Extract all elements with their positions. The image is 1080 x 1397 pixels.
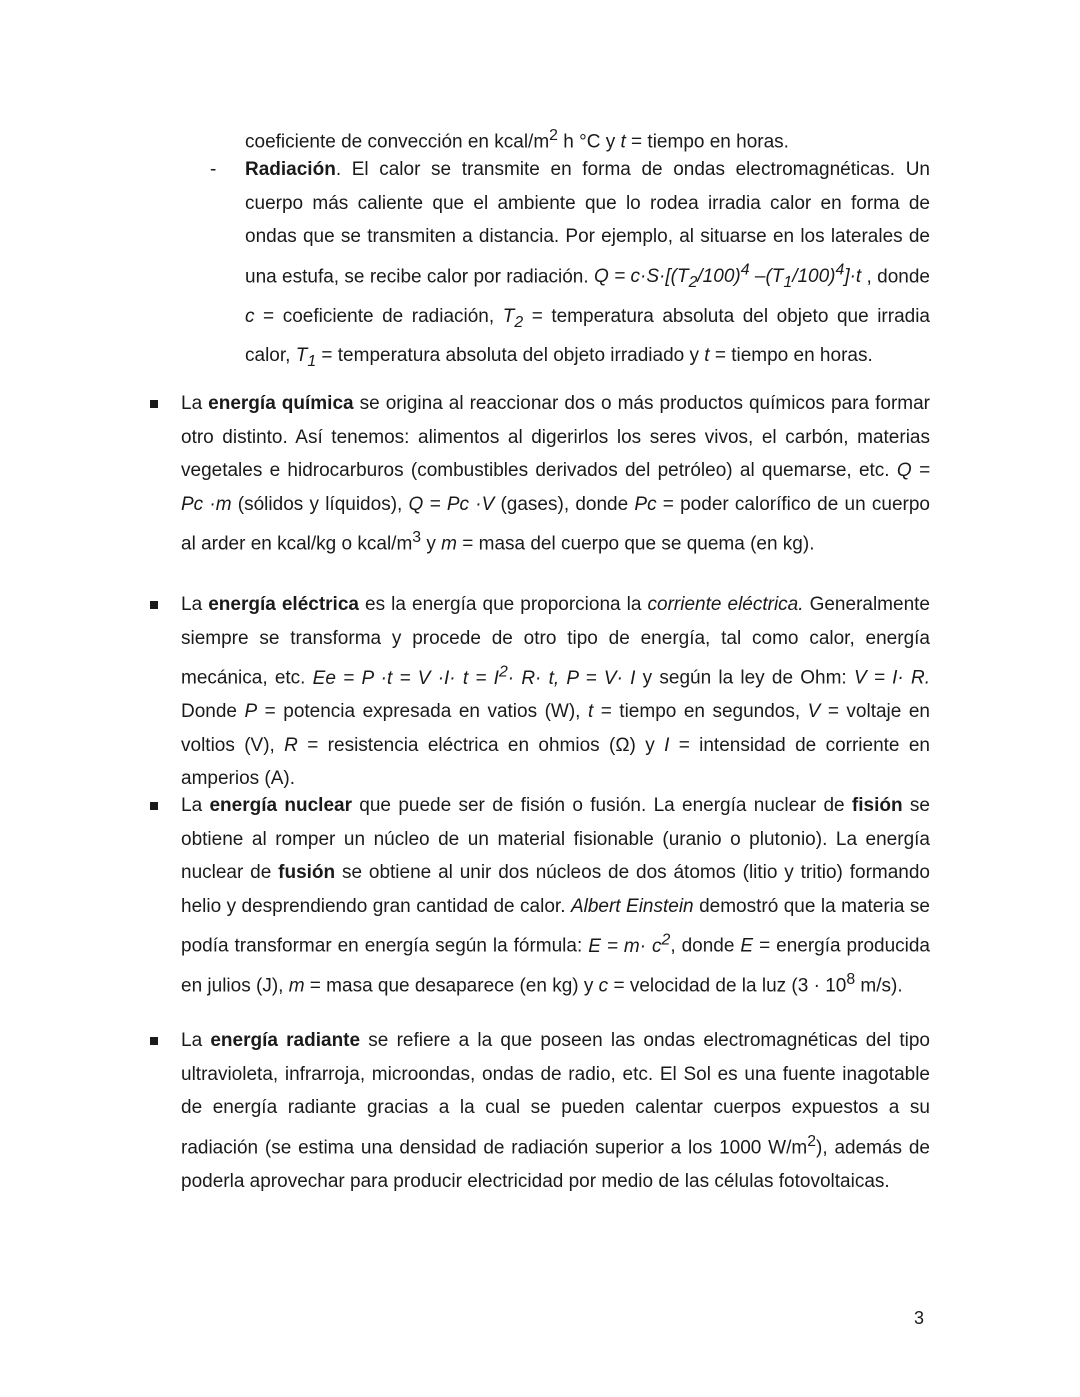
formula-part: ]·t [844,266,862,288]
text-run: y [421,533,442,555]
text-run: = poder calorífico de un cuerpo al arder en kcal/kg o kcal/m [181,493,930,555]
text-run: = masa del cuerpo que se quema (en kg). [456,533,815,555]
variable: T [502,305,515,327]
subscript: 2 [688,273,698,291]
text-run: = tiempo en segundos, [593,701,808,723]
bold-term: energía eléctrica [208,594,359,615]
formula: Q = Pc ·V [408,493,495,515]
variable: t [704,344,710,366]
bullet-icon [150,601,158,609]
variable: V [807,701,821,723]
bold-term: fusión [278,862,336,884]
radiante-item [181,1024,930,1198]
text-run: (gases), donde [494,493,635,515]
electric-formula [312,663,636,689]
variable: c [245,305,255,327]
formula-part: · R· t, P = V· I [507,667,636,689]
variable: m [441,533,457,555]
variable: R [284,734,298,756]
text-run: La [181,1030,211,1051]
variable: m [288,975,305,997]
formula-part: Q = c·S·[(T [593,266,689,288]
text-run: = intensidad de corriente en amperios (A). [181,734,930,790]
text-run: Donde [181,701,245,723]
text-run: (sólidos y líquidos), [231,493,409,515]
italic-term: corriente eléctrica. [647,594,804,615]
text-run: = velocidad de la luz (3 · 10 [608,975,847,997]
superscript: 4 [835,261,845,279]
dash-marker: - [210,159,217,180]
superscript: 2 [498,663,508,681]
variable: T [295,344,308,366]
text-run: h °C y [557,131,621,153]
bold-term: energía química [208,393,354,414]
text-run: se obtiene al unir dos núcleos de dos átomos (litio y tritio) formando helio y desprendiendo gran cantidad de calor. [181,862,930,917]
variable: c [598,975,609,997]
text-run: = temperatura absoluta del objeto irradiado y [316,344,705,366]
bullet-icon [150,400,158,408]
text-run: m/s). [855,975,903,997]
subscript: 1 [783,273,793,291]
variable: t [587,701,594,723]
variable: E [740,935,754,957]
superscript: 8 [846,971,856,989]
variable: t [620,131,626,153]
subscript: 1 [307,352,317,370]
formula-part: /100) [697,266,741,288]
superscript: 3 [412,529,422,547]
text-run: y según la ley de Ohm: [635,667,854,689]
formula: V = I· R. [853,667,930,689]
formula-part: E = m· c [588,935,662,957]
quimica-item [181,387,930,561]
formula: Q = Pc ·m [181,460,930,515]
text-run: La [181,594,209,615]
radiacion-title: Radiación [245,159,336,180]
formula-part: –(T [749,266,784,288]
text-run: , donde [861,266,931,288]
text-run: , donde [670,935,741,957]
bullet-icon [150,802,158,810]
text-run: es la energía que proporciona la [358,594,648,615]
text-run: = potencia expresada en vatios (W), [257,701,588,723]
superscript: 2 [549,127,558,144]
page-number: 3 [914,1308,925,1328]
superscript: 2 [807,1132,817,1150]
text-run: = masa que desaparece (en kg) y [304,975,599,997]
bullet-icon [150,1037,158,1045]
einstein-formula [588,931,671,957]
superscript: 2 [661,931,671,949]
bold-term: energía nuclear [209,795,352,816]
variable: P [244,701,258,723]
text-run: La [181,795,210,816]
formula-part: /100) [792,266,836,288]
text-run: = resistencia eléctrica en ohmios (Ω) y [297,734,665,756]
text-run: = tiempo en horas. [625,131,789,153]
text-run: se obtiene al romper un núcleo de un material fisionable (uranio o plutonio). La energía nuclear de [181,795,930,884]
text-run: = coeficiente de radiación, [254,305,503,327]
electrica-item [181,588,930,796]
text-run: se refiere a la que poseen las ondas electromagnéticas del tipo ultravioleta, infrarroja, microondas, ondas de radio, etc. El Sol es una fuente inagotable de energía radiante gracias a la cual se pueden calentar cuerpos expuestos a su radiación (se estima una densidad de radiación superior a los 1000 W/m [181,1030,930,1159]
text-run: = energía producida en julios (J), [181,935,930,997]
variable: Pc [634,493,657,515]
text-run: = temperatura absoluta del objeto que irradia calor, [245,305,930,366]
bold-term: energía radiante [210,1030,361,1051]
text-run: = tiempo en horas. [709,344,873,366]
text-run: coeficiente de convección en kcal/m [245,131,550,153]
radiacion-item [245,153,930,378]
text-run: La [181,393,209,414]
text-run: que puede ser de fisión o fusión. La energía nuclear de [351,795,852,816]
formula-part: Ee = P ·t = V ·I· t = I [312,667,499,689]
superscript: 4 [740,261,750,279]
bold-term: fisión [851,795,903,816]
subscript: 2 [514,313,524,331]
text-run: = voltaje en voltios (V), [181,701,930,756]
variable: I [664,734,670,756]
text-run: . El calor se transmite en forma de ondas electromagnéticas. Un cuerpo más caliente que el ambiente que lo rodea irradia calor en forma de ondas que se transmiten a distancia. Por ejemplo, al situarse en los laterales de una estufa, se recibe calor por radiación. [245,159,930,288]
nuclear-item [181,789,930,1003]
text-run: Generalmente siempre se transforma y procede de otro tipo de energía, tal como calor, energía mecánica, etc. [181,594,930,689]
text-run: se origina al reaccionar dos o más productos químicos para formar otro distinto. Así tenemos: alimentos al digerirlos los seres vivos, el carbón, materias vegetales e hidrocarburos (combustibles derivados del petróleo) al quemarse, etc. [181,393,930,482]
radiation-formula [593,261,862,291]
text-run: ), además de poderla aprovechar para producir electricidad por medio de las células fotovoltaicas. [181,1137,930,1192]
italic-term: Albert Einstein [570,895,694,917]
text-run: demostró que la materia se podía transformar en energía según la fórmula: [181,895,930,957]
